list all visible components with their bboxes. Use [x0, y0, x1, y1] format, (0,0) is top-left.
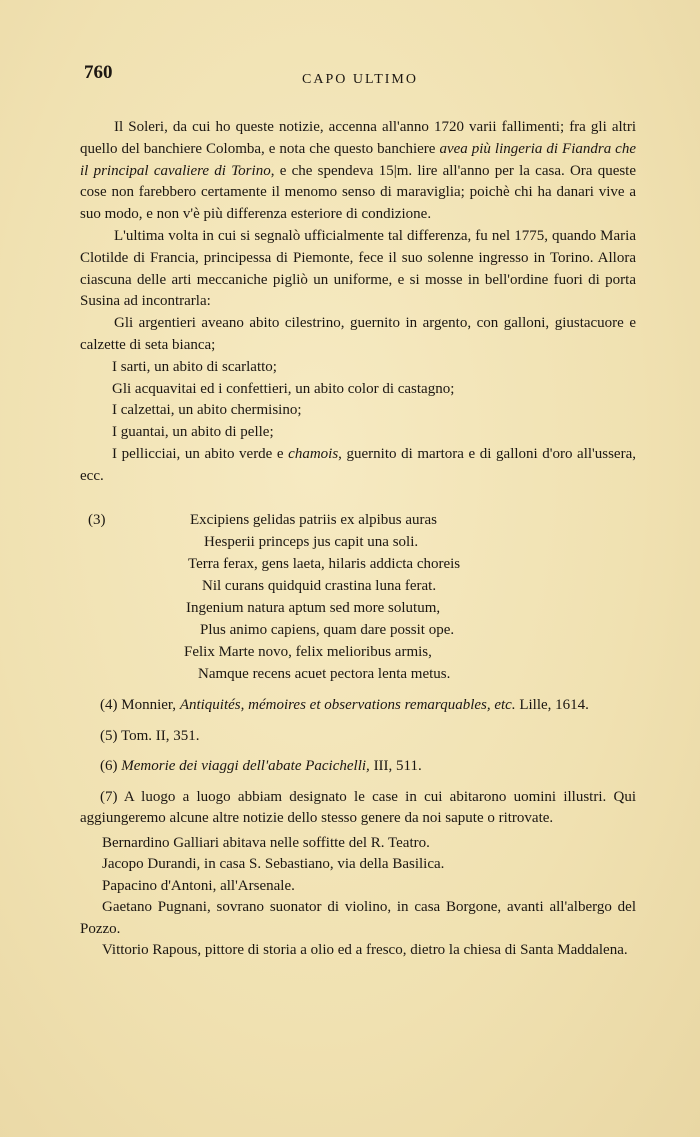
paragraph-argentieri: Gli argentieri aveano abito cilestrino, guernito in argento, con galloni, giustacuore e calzette di seta bianca; — [80, 315, 636, 353]
poem-line: Ingenium natura aptum sed more solutum, — [186, 600, 441, 616]
paragraph-clotilde: L'ultima volta in cui si segnalò ufficialmente tal differenza, fu nel 1775, quando Maria Clotilde di Francia, principessa di Piemonte, fece il suo solenne ingresso in Torino. Allora ciascuna delle arti meccaniche pigliò un uniforme, e si mosse in bell'ordine fuori di porta Susina ad incontrarla: — [80, 227, 636, 310]
poem-line: Hesperii princeps jus capit una soli. — [204, 534, 419, 550]
note-4: (4) Monnier, Antiquités, mémoires et observations remarquables, etc. Lille, 1614. — [100, 697, 589, 713]
paragraph-soleri: Il Soleri, da cui ho queste notizie, accenna all'anno 1720 varii fallimenti; fra gli altri quello del banchiere Colomba, e nota che questo banchiere avea più lingeria di Fiandra che il principal cavaliere di Torino, e che spendeva 15|m. lire all'anno per la casa. Ora queste cose non farebbero certamente il menomo senso di maraviglia; poichè chi ha danari vive a suo modo, e non v'è più differenza esteriore di condizione. — [80, 119, 637, 223]
note-7: (7) A luogo a luogo abbiam designato le case in cui abitarono uomini illustri. Qui aggiungeremo alcune altre notizie dello stesso genere da noi sapute o ritrovate. — [80, 788, 636, 826]
list-item: Gli acquavitai ed i confettieri, un abito color di castagno; — [112, 380, 455, 397]
poem-line: Terra ferax, gens laeta, hilaris addicta choreis — [188, 556, 461, 572]
poem-line: Nil curans quidquid crastina luna ferat. — [202, 578, 437, 594]
residence-entry: Gaetano Pugnani, sovrano suonator di violino, in casa Borgone, avanti all'albergo del Pozzo. — [80, 899, 636, 937]
page-header — [84, 62, 630, 92]
note-number: (3) — [88, 512, 106, 528]
list-item: I guantai, un abito di pelle; — [112, 424, 274, 441]
residence-entry: Bernardino Galliari abitava nelle soffitte del R. Teatro. — [102, 834, 430, 851]
running-title: CAPO ULTIMO — [302, 72, 418, 87]
note-6: (6) Memorie dei viaggi dell'abate Pacichelli, III, 511. — [100, 758, 422, 774]
poem-line: Excipiens gelidas patriis ex alpibus auras — [190, 512, 438, 528]
paragraph-pellicciai: I pellicciai, un abito verde e chamois, guernito di martora e di galloni d'oro all'ussera, ecc. — [80, 445, 636, 484]
list-item: I sarti, un abito di scarlatto; — [112, 358, 277, 375]
footnotes — [80, 510, 636, 962]
residence-entry: Vittorio Rapous, pittore di storia a olio ed a fresco, dietro la chiesa di Santa Maddalena. — [102, 942, 628, 958]
list-item: I calzettai, un abito chermisino; — [112, 402, 302, 419]
poem-line: Plus animo capiens, quam dare possit ope. — [200, 622, 455, 638]
page-number: 760 — [84, 62, 113, 83]
note-5: (5) Tom. II, 351. — [100, 727, 200, 744]
residence-entry: Jacopo Durandi, in casa S. Sebastiano, via della Basilica. — [102, 856, 445, 872]
note-3-poem — [80, 510, 636, 686]
poem-line: Felix Marte novo, felix melioribus armis, — [184, 644, 432, 660]
poem-line: Namque recens acuet pectora lenta metus. — [198, 666, 451, 682]
residence-entry: Papacino d'Antoni, all'Arsenale. — [102, 877, 295, 894]
main-text — [80, 117, 636, 488]
